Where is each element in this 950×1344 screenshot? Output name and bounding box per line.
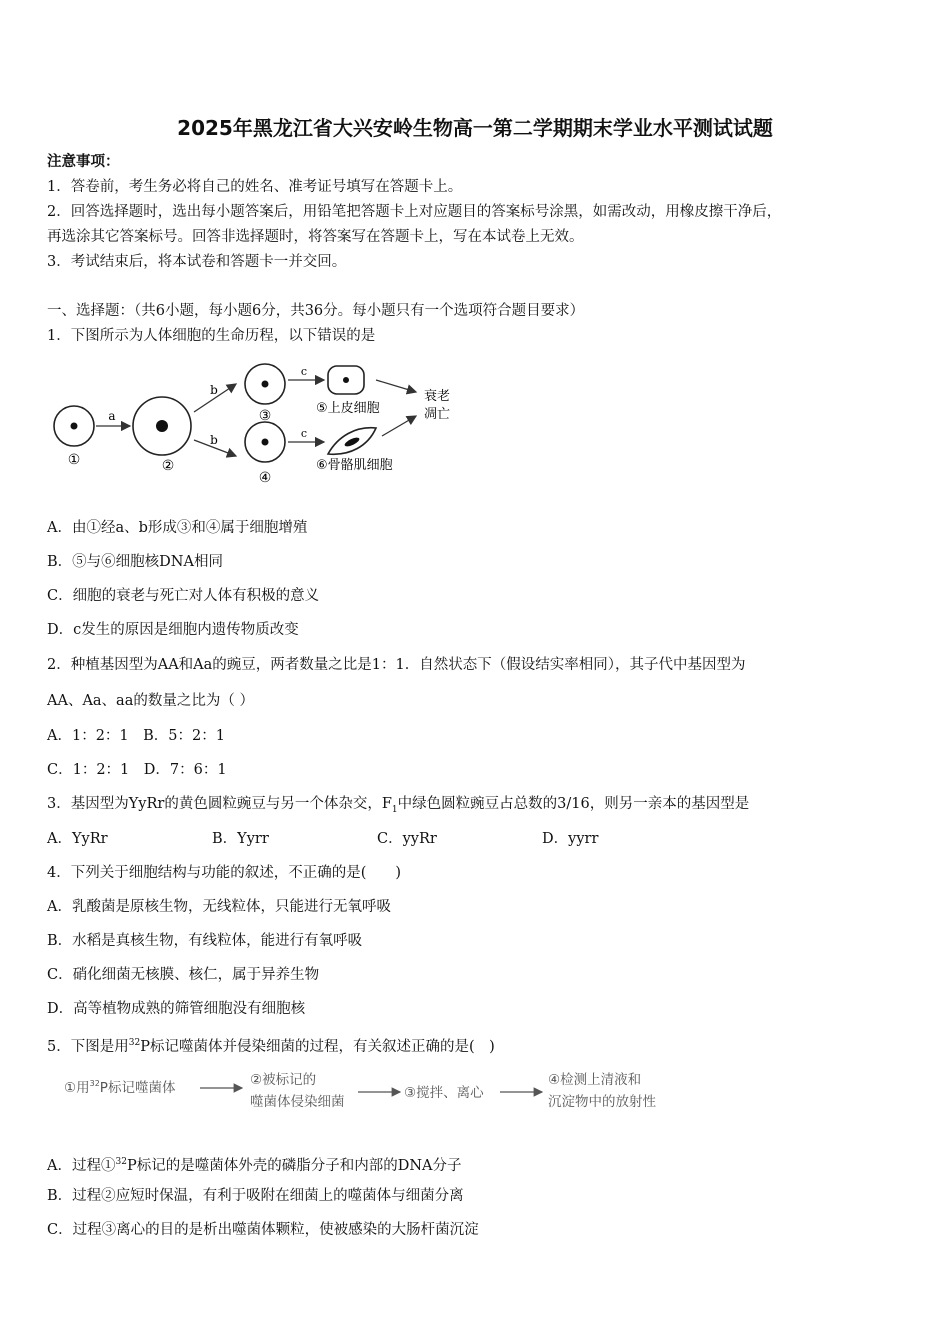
q3-option-a: A．YyRr [47, 831, 108, 847]
label-skeletal: ⑥骨骼肌细胞 [316, 458, 393, 473]
label-cell-1: ① [67, 452, 81, 468]
q2-stem-line2: AA、Aa、aa的数量之比为（ ） [47, 693, 254, 709]
label-epithelial: ⑤上皮细胞 [316, 401, 380, 416]
q1-option-c: C．细胞的衰老与死亡对人体有积极的意义 [47, 588, 320, 604]
notice-item: 2．回答选择题时，选出每小题答案后，用铅笔把答题卡上对应题目的答案标号涂黑，如需改动，用橡皮擦干净后， [47, 204, 782, 220]
q5-option-c: C．过程③离心的目的是析出噬菌体颗粒，使被感染的大肠杆菌沉淀 [47, 1222, 479, 1238]
q4-option-c: C．硝化细菌无核膜、核仁，属于异养生物 [47, 967, 320, 983]
q5-option-a-sup: 32 [115, 1157, 127, 1167]
label-a: a [108, 409, 116, 423]
q5-option-a-part1: A．过程① [47, 1157, 116, 1174]
notice-heading: 注意事项： [47, 153, 120, 170]
q5-stem-part1: 5．下图是用 [47, 1038, 129, 1055]
q5-option-b: B．过程②应短时保温，有利于吸附在细菌上的噬菌体与细菌分离 [47, 1188, 464, 1204]
q5-option-a [47, 1152, 461, 1176]
label-aging: 衰老 [424, 389, 451, 404]
label-cell-3: ③ [258, 408, 272, 424]
q3-option-d: D．yyrr [542, 831, 599, 847]
q3-stem [47, 794, 749, 820]
label-b-up: b [210, 383, 218, 397]
q1-stem: 1．下图所示为人体细胞的生命历程，以下错误的是 [47, 328, 376, 344]
notice-item: 再选涂其它答案标号。回答非选择题时，将答案写在答题卡上，写在本试卷上无效。 [47, 229, 584, 245]
q3-options [47, 829, 598, 849]
q2-options-row1: A．1：2：1 B．5：2：1 [47, 728, 225, 744]
q5-stem [47, 1033, 495, 1057]
q1-option-b: B．⑤与⑥细胞核DNA相同 [47, 554, 223, 570]
label-cell-4: ④ [258, 470, 272, 486]
notice-item: 3．考试结束后，将本试卷和答题卡一并交回。 [47, 254, 347, 270]
q5-option-a-part2: P标记的是噬菌体外壳的磷脂分子和内部的DNA分子 [126, 1157, 462, 1174]
flow-step-1-sup: 32 [89, 1079, 100, 1088]
q3-option-c: C．yyRr [377, 831, 437, 847]
flow-step-4-line2: 沉淀物中的放射性 [548, 1094, 656, 1110]
cell-lifecycle-diagram [46, 356, 466, 496]
nucleus-4 [262, 439, 269, 446]
label-b-down: b [210, 433, 218, 447]
flow-step-1 [64, 1079, 176, 1096]
section-heading: 一、选择题：（共6小题，每小题6分，共36分。每小题只有一个选项符合题目要求） [47, 303, 585, 319]
q2-options-row2: C．1：2：1 D．7：6：1 [47, 762, 227, 778]
phage-experiment-flow [60, 1064, 680, 1120]
label-c-up: c [300, 365, 308, 378]
epithelial-nucleus [343, 377, 349, 383]
flow-step-4-line1: ④检测上清液和 [548, 1072, 642, 1088]
arrow-aging-up [376, 380, 416, 392]
q4-option-b: B．水稻是真核生物，有线粒体，能进行有氧呼吸 [47, 933, 363, 949]
label-apoptosis: 凋亡 [424, 407, 451, 422]
label-cell-2: ② [161, 458, 175, 474]
q3-stem-part1: 3．基因型为YyRr的黄色圆粒豌豆与另一个体杂交，F [47, 796, 392, 812]
flow-step-2-line1: ②被标记的 [250, 1072, 317, 1088]
flow-step-1-b: P标记噬菌体 [99, 1080, 176, 1096]
muscle-nucleus [343, 436, 360, 448]
flow-step-1-a: ①用 [64, 1080, 90, 1096]
page-title: 2025年黑龙江省大兴安岭生物高一第二学期期末学业水平测试试题 [177, 116, 773, 140]
nucleus-3 [262, 381, 269, 388]
q5-stem-part2: P标记噬菌体并侵染细菌的过程，有关叙述正确的是( ) [140, 1038, 495, 1055]
flow-step-2-line2: 噬菌体侵染细菌 [250, 1094, 345, 1110]
q4-option-d: D．高等植物成熟的筛管细胞没有细胞核 [47, 1001, 306, 1017]
arrow-aging-down [382, 416, 416, 436]
q3-option-b: B．Yyrr [212, 831, 269, 847]
q3-stem-part2: 中绿色圆粒豌豆占总数的3/16，则另一亲本的基因型是 [397, 796, 750, 812]
q1-option-a: A．由①经a、b形成③和④属于细胞增殖 [47, 520, 308, 536]
notice-item: 1．答卷前，考生务必将自己的姓名、准考证号填写在答题卡上。 [47, 179, 463, 195]
q1-option-d: D．c发生的原因是细胞内遗传物质改变 [47, 622, 299, 638]
q3-stem-subscript: 1 [391, 804, 398, 815]
q4-option-a: A．乳酸菌是原核生物，无线粒体，只能进行无氧呼吸 [47, 899, 391, 915]
nucleus-1 [71, 423, 78, 430]
nucleus-2 [156, 420, 168, 432]
q5-stem-superscript: 32 [128, 1038, 141, 1048]
flow-step-3: ③搅拌、离心 [404, 1085, 484, 1101]
q4-stem: 4．下列关于细胞结构与功能的叙述，不正确的是( ) [47, 865, 402, 881]
q2-stem-line1: 2．种植基因型为AA和Aa的豌豆，两者数量之比是1：1．自然状态下（假设结实率相同），其子代中基因型为 [47, 657, 746, 673]
label-c-down: c [300, 427, 308, 440]
